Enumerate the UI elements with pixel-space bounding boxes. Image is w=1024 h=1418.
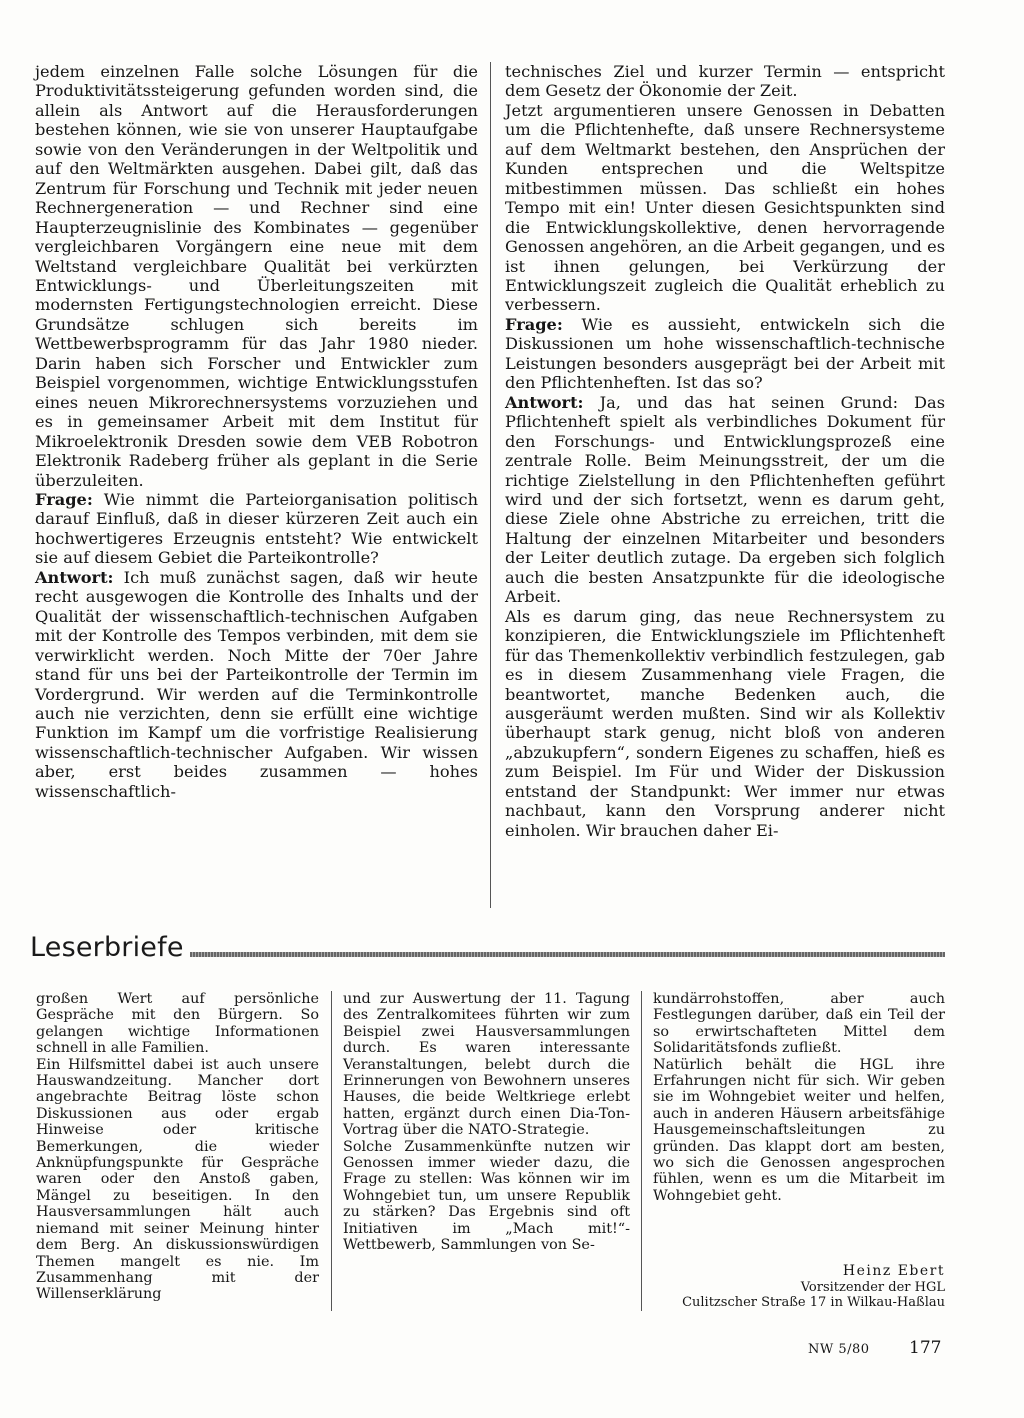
- column-divider: [641, 991, 642, 1311]
- letter-paragraph: kundärrohstoffen, aber auch Festlegungen darüber, daß ein Teil der so erwirtschafteten Mittel dem Solidaritätsfonds zufließt.: [653, 991, 945, 1057]
- article-column-right: [505, 62, 945, 840]
- answer-label: Antwort:: [35, 567, 114, 587]
- column-divider: [490, 62, 491, 908]
- question-label: Frage:: [35, 489, 93, 509]
- question-text: Wie nimmt die Parteiorganisation politisch darauf Einfluß, daß in dieser kürzeren Zeit auch ein hochwertigeres Erzeugnis entsteht? Wie entwickelt sie auf diesem Gebiet die Parteikontrolle?: [35, 489, 478, 568]
- question-text: Wie es aussieht, entwickeln sich die Diskussionen um hohe wissenschaftlich-technische Leistungen besonders ausgeprägt bei der Arbeit mit den Pflichtenheften. Ist das so?: [505, 314, 945, 393]
- question-label: Frage:: [505, 314, 563, 334]
- author-role: Vorsitzender der HGL: [800, 1279, 945, 1295]
- author-address: Culitzscher Straße 17 in Wilkau-Haßlau: [682, 1295, 945, 1310]
- column-divider: [331, 991, 332, 1311]
- interview-question: [505, 315, 945, 393]
- answer-label: Antwort:: [505, 392, 584, 412]
- article-paragraph: jedem einzelnen Falle solche Lösungen für die Produktivitätssteigerung gefunden worden sind, die allein als Antwort auf die Herausforderungen bestehen können, wie sie von unserer Hauptaufgabe sowie von den Veränderungen in der Weltpolitik und auf den Weltmärkten ausgehen. Dabei gilt, daß das Zentrum für Forschung und Technik mit jeder neuen Rechnergeneration — und Rechner sind eine Haupterzeugnislinie des Kombinates — gegenüber vergleichbaren Vorgängern eine neue mit dem Weltstand vergleichbare Qualität bei verkürzten Entwicklungs- und Überleitungszeiten mit modernsten Fertigungstechnologien erreicht. Diese Grundsätze schlugen sich bereits im Wettbewerbsprogramm für das Jahr 1980 nieder. Darin haben sich Forscher und Entwickler zum Beispiel vorgenommen, wichtige Entwicklungsstufen eines neuen Mikrorechnersystems vorzuziehen und es in gemeinsamer Arbeit mit dem Institut für Mikroelektronik Dresden sowie dem VEB Robotron Elektronik Radeberg früher als geplant in die Serie überzuleiten.: [35, 62, 478, 490]
- author-name: Heinz Ebert: [842, 1263, 945, 1279]
- section-title: Leserbriefe: [30, 932, 184, 963]
- page-number: 177: [909, 1338, 942, 1358]
- letter-column-1: [36, 991, 319, 1303]
- answer-text: Ich muß zunächst sagen, daß wir heute recht ausgewogen die Kontrolle des Inhalts und der Qualität der wissenschaftlich-technischen Aufgaben mit der Kontrolle des Tempos verbinden, mit dem sie verwirklicht werden. Noch Mitte der 70er Jahre stand für uns bei der Parteikontrolle der Termin im Vordergrund. Wir werden auf die Terminkontrolle auch nie verzichten, denn sie erfüllt eine wichtige Funktion im Kampf um die vorfristige Realisierung wissenschaftlich-technischer Aufgaben. Wir wissen aber, erst beides zusammen — hohes wissenschaftlich-: [35, 567, 478, 801]
- letter-column-3: [653, 991, 945, 1204]
- letter-paragraph: großen Wert auf persönliche Gespräche mit den Bürgern. So gelangen wichtige Informationen schnell in alle Familien.: [36, 991, 319, 1057]
- issue-label: NW 5/80: [808, 1342, 870, 1357]
- interview-answer: [35, 568, 478, 801]
- letter-signature: [600, 1264, 945, 1311]
- letter-column-2: [343, 991, 630, 1254]
- section-rule: [190, 952, 945, 957]
- letter-paragraph: und zur Auswertung der 11. Tagung des Zentralkomitees führten wir zum Beispiel zwei Hausversammlungen durch. Es waren interessante Veranstaltungen, belebt durch die Erinnerungen von Bewohnern unseres Hauses, die beide Weltkriege erlebt hatten, ergänzt durch einen Dia-Ton-Vortrag über die NATO-Strategie.: [343, 991, 630, 1139]
- answer-text: Ja, und das hat seinen Grund: Das Pflichtenheft spielt als verbindliches Dokument für den Forschungs- und Entwicklungsprozeß eine zentrale Rolle. Beim Meinungsstreit, der um die richtige Zielstellung in den Pflichtenheften geführt wird und der sich fortsetzt, wenn es darum geht, diese Ziele ohne Abstriche zu erreichen, tritt die Haltung der einzelnen Mitarbeiter und besonders der Leiter deutlich zutage. Da ergeben sich folglich auch die besten Ansatzpunkte für die ideologische Arbeit.: [505, 392, 945, 607]
- interview-answer: [505, 393, 945, 607]
- article-paragraph: Als es darum ging, das neue Rechnersystem zu konzipieren, die Entwicklungsziele im Pflichtenheft für das Themenkollektiv verbindlich festzulegen, gab es in diesem Zusammenhang viele Fragen, die beantwortet, manche Bedenken auch, die ausgeräumt werden mußten. Sind wir als Kollektiv überhaupt stark genug, nicht bloß von anderen „abzukupfern“, sondern Eigenes zu schaffen, hieß es zum Beispiel. Im Für und Wider der Diskussion entstand der Standpunkt: Wer immer nur etwas nachbaut, kann den Vorsprung anderer nicht einholen. Wir brauchen daher Ei-: [505, 606, 945, 840]
- interview-question: [35, 490, 478, 568]
- letter-paragraph: Natürlich behält die HGL ihre Erfahrungen nicht für sich. Wir geben sie im Wohngebiet weiter und helfen, auch in anderen Häusern arbeitsfähige Hausgemeinschaftsleitungen zu gründen. Das klappt dort am besten, wo sich die Genossen angesprochen fühlen, wenn es um die Mitarbeit im Wohngebiet geht.: [653, 1056, 945, 1204]
- article-paragraph: Jetzt argumentieren unsere Genossen in Debatten um die Pflichtenhefte, daß unsere Rechnersysteme auf dem Weltmarkt bestehen, den Ansprüchen der Kunden entsprechen und die Weltspitze mitbestimmen müssen. Das schließt ein hohes Tempo mit ein! Unter diesen Gesichtspunkten sind die Entwicklungskollektive, denen hervorragende Genossen angehören, an die Arbeit gegangen, und es ist ihnen gelungen, bei Verkürzung der Entwicklungszeit zugleich die Qualität erheblich zu verbessern.: [505, 100, 945, 315]
- article-paragraph: technisches Ziel und kurzer Termin — entspricht dem Gesetz der Ökonomie der Zeit.: [505, 62, 945, 101]
- letter-paragraph: Solche Zusammenkünfte nutzen wir Genossen immer wieder dazu, die Frage zu stellen: Was können wir im Wohngebiet tun, um unsere Republik zu stärken? Das Ergebnis sind oft Initiativen im „Mach mit!“-Wettbewerb, Sammlungen von Se-: [343, 1138, 630, 1254]
- letter-paragraph: Ein Hilfsmittel dabei ist auch unsere Hauswandzeitung. Mancher dort angebrachte Beitrag löste schon Diskussionen aus oder ergab Hinweise oder kritische Bemerkungen, die wieder Anknüpfungspunkte für Gespräche waren oder den Anstoß gaben, Mängel zu beseitigen. In den Hausversammlungen hält auch niemand mit seiner Meinung hinter dem Berg. An diskussionswürdigen Themen mangelt es nie. Im Zusammenhang mit der Willenserklärung: [36, 1056, 319, 1303]
- article-column-left: [35, 62, 478, 801]
